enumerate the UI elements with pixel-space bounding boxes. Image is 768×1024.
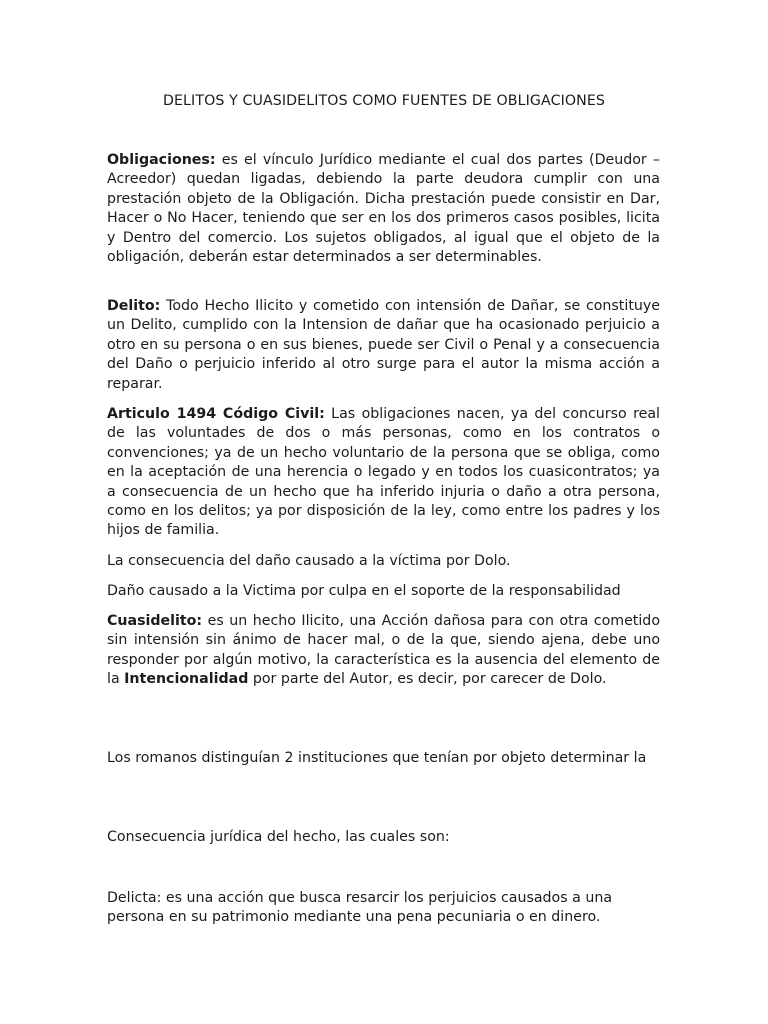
definition-delito: Todo Hecho Ilicito y cometido con intensión de Dañar, se constituye un Delito, cumplido con la Intension de dañar que ha ocasionado perjuicio a otro en su persona o en sus bienes, puede ser Civil o Penal y a consecuencia del Daño o perjuicio inferido al otro surge para el autor la misma acción a reparar. (107, 298, 660, 392)
paragraph-cuasidelito (107, 612, 660, 690)
term-articulo-1494: Articulo 1494 Código Civil: (107, 406, 325, 422)
page-title: DELITOS Y CUASIDELITOS COMO FUENTES DE OBLIGACIONES (162, 93, 606, 109)
definition-obligaciones: es el vínculo Jurídico mediante el cual dos partes (Deudor – Acreedor) quedan ligadas, debiendo la parte deudora cumplir con una prestación objeto de la Obligación. Dicha prestación puede consistir en Dar, Hacer o No Hacer, teniendo que ser en los dos primeros casos posibles, licita y Dentro del comercio. Los sujetos obligados, al igual que el objeto de la obligación, deberán estar determinados a ser determinables. (107, 152, 660, 266)
paragraph-consecuencia-dolo: La consecuencia del daño causado a la víctima por Dolo. (107, 553, 511, 569)
paragraph-articulo-1494 (107, 405, 660, 541)
paragraph-obligaciones (107, 151, 660, 267)
paragraph-dano-culpa: Daño causado a la Victima por culpa en el soporte de la responsabilidad (107, 583, 621, 599)
paragraph-delito (107, 297, 660, 394)
paragraph-romanos: Los romanos distinguían 2 instituciones que tenían por objeto determinar la (107, 750, 647, 766)
emphasis-intencionalidad: Intencionalidad (124, 671, 249, 688)
paragraph-consecuencia-juridica: Consecuencia jurídica del hecho, las cuales son: (107, 829, 450, 845)
definition-cuasidelito-start: es un hecho Ilicito, una Acción dañosa para con otra cometido sin intensión sin ánimo de hacer mal, o de la que, siendo ajena, debe uno responder por algún motivo, la característica es la ausencia del elemento de la (107, 613, 660, 688)
term-obligaciones: Obligaciones: (107, 152, 216, 168)
definition-articulo-1494: Las obligaciones nacen, ya del concurso real de las voluntades de dos o más personas, como en los contratos o convenciones; ya de un hecho voluntario de la persona que se obliga, como en la aceptación de una herencia o legado y en todos los cuasicontratos; ya a consecuencia de un hecho que ha inferido injuria o daño a otra persona, como en los delitos; ya por disposición de la ley, como entre los padres y los hijos de familia. (107, 406, 660, 539)
term-cuasidelito: Cuasidelito: (107, 613, 203, 629)
definition-cuasidelito-end: por parte del Autor, es decir, por carecer de Dolo. (248, 671, 607, 688)
term-delito: Delito: (107, 298, 161, 314)
paragraph-delicta: Delicta: es una acción que busca resarcir los perjuicios causados a una persona en su patrimonio mediante una pena pecuniaria o en dinero. (107, 890, 613, 926)
